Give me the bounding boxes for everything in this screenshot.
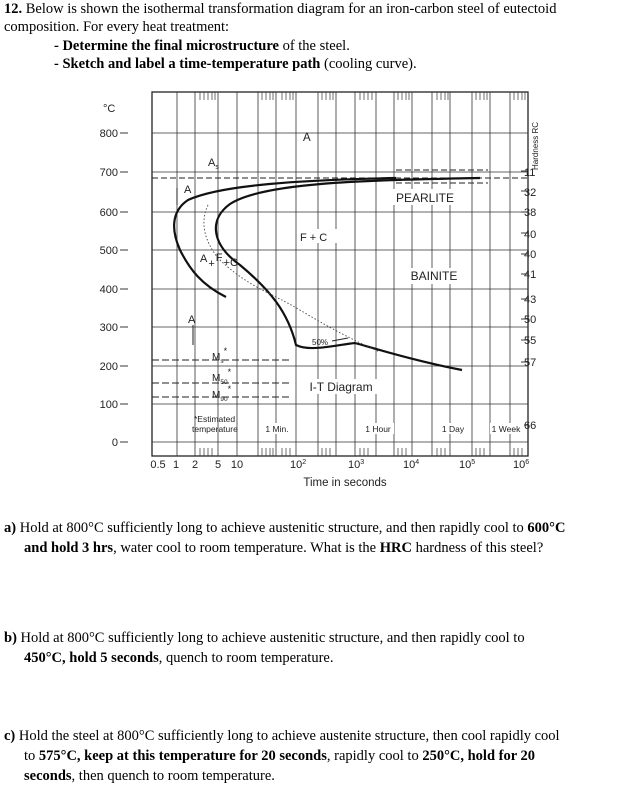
- part-c-text3: , rapidly cool to: [326, 748, 423, 764]
- hardness-value: 11: [524, 167, 536, 179]
- f-plus-c-label: F + C: [300, 232, 328, 244]
- bullet1-bold: - Determine the final microstructure: [54, 38, 279, 54]
- part-c-text: Hold the steel at 800°C sufficiently long to achieve austenite structure, then cool rapidly cool: [15, 728, 560, 744]
- y-tick-label: 100: [99, 399, 118, 411]
- y-tick-label: 0: [111, 437, 118, 449]
- part-a-text2: , water cool to room temperature. What is the: [113, 540, 380, 556]
- part-a-text: Hold at 800°C sufficiently long to achieve austenitic structure, and then rapidly cool to: [16, 520, 528, 536]
- top-minor-ticks: [200, 92, 525, 100]
- part-b-label: b): [4, 630, 17, 646]
- bullet2-bold: - Sketch and label a time-temperature path: [54, 56, 321, 72]
- austenite-low-label: A: [188, 314, 196, 326]
- bottom-minor-ticks: [200, 448, 522, 456]
- time-mark-hour: 1 Hour: [365, 424, 391, 434]
- y-tick-label: 200: [99, 361, 118, 373]
- y-tick-label: 300: [99, 322, 118, 334]
- y-tick-label: 600: [99, 207, 118, 219]
- y-tick-label: 500: [99, 245, 118, 257]
- part-c-hold1: 575°C, keep at this temperature for 20 seconds: [38, 748, 327, 764]
- part-c-text4: , then quench to room temperature.: [71, 768, 275, 784]
- part-b-text2: , quench to room temperature.: [158, 650, 334, 666]
- x-tick-label: 1: [172, 459, 180, 471]
- x-tick-label: 10: [230, 459, 244, 471]
- y-tick-label: 400: [99, 284, 118, 296]
- intro-line-1: Below is shown the isothermal transformation diagram for an iron-carbon steel of eutectoid: [25, 1, 557, 17]
- y-tick-label: 700: [99, 167, 118, 179]
- question-number: 12.: [4, 1, 23, 17]
- fifty-arrow: [332, 338, 348, 341]
- grid: [152, 92, 528, 456]
- m90-label: $M_{90}*$: [212, 384, 232, 403]
- time-mark-minute: 1 Min.: [265, 424, 289, 434]
- part-a-hrc: HRC: [379, 540, 412, 556]
- austenite-top-label: A: [303, 132, 311, 144]
- estimated-temperature-note: temperature: [192, 424, 238, 434]
- transformation-start-curve: [174, 178, 396, 297]
- x-tick-pow: $10^3$: [348, 459, 365, 471]
- bainite-label: BAINITE: [410, 269, 458, 283]
- ms-label: $M_s*$: [212, 346, 228, 365]
- x-tick-pow: $10^6$: [513, 459, 530, 471]
- hardness-value: 41: [524, 269, 537, 281]
- hardness-value: 43: [524, 294, 537, 306]
- part-c-seconds: seconds: [24, 768, 72, 784]
- estimated-temperature-note: *Estimated: [194, 414, 236, 424]
- part-a-hold: and hold 3 hrs: [24, 540, 114, 556]
- time-mark-day: 1 Day: [441, 424, 465, 434]
- intro-line-2: composition. For every heat treatment:: [4, 19, 230, 35]
- part-b-hold: 450°C, hold 5 seconds: [24, 650, 159, 666]
- part-a-label: a): [4, 520, 17, 536]
- y-axis-ticks: [120, 133, 128, 442]
- question-part-c: [4, 726, 628, 786]
- part-c-text2: to: [24, 748, 39, 764]
- x-tick-pow: $10^4$: [403, 459, 420, 471]
- hardness-value: 66: [524, 420, 537, 432]
- fifty-percent-label: 50%: [312, 338, 329, 347]
- hardness-value: 50: [524, 314, 537, 326]
- hardness-value: 40: [524, 229, 537, 241]
- question-part-b: [4, 628, 628, 668]
- x-tick-label: 5: [214, 459, 222, 471]
- time-mark-week: 1 Week: [491, 424, 521, 434]
- x-tick-label: 2: [191, 459, 199, 471]
- y-tick-label: 800: [99, 128, 118, 140]
- hardness-value: 32: [524, 187, 537, 199]
- hardness-value: 40: [524, 249, 537, 261]
- hardness-axis-title: Hardness RC: [531, 121, 540, 170]
- part-b-text: Hold at 800°C sufficiently long to achieve austenitic structure, and then rapidly cool to: [16, 630, 525, 646]
- austenite-left-label: A: [184, 184, 192, 196]
- x-tick-pow: $10^2$: [290, 459, 307, 471]
- a-f-c-label: A+F+C: [200, 252, 238, 270]
- a1-label: $A_s$: [208, 157, 219, 171]
- bullet1-rest: of the steel.: [278, 38, 350, 54]
- part-c-label: c): [4, 728, 16, 744]
- x-tick-pow: $10^5$: [459, 459, 476, 471]
- it-diagram-label: I-T Diagram: [309, 380, 373, 394]
- x-axis-label: Time in seconds: [303, 477, 387, 489]
- question-part-a: [4, 518, 628, 558]
- hardness-value: 57: [524, 357, 537, 369]
- part-c-hold2: 250°C, hold for 20: [422, 748, 536, 764]
- bullet2-rest: (cooling curve).: [320, 56, 417, 72]
- hardness-value: 55: [524, 335, 537, 347]
- x-tick-label: 0.5: [150, 459, 166, 471]
- m50-label: $M_{50}*$: [212, 367, 232, 386]
- hardness-value: 38: [524, 207, 537, 219]
- part-a-temp: 600°C: [527, 520, 566, 536]
- pearlite-label: PEARLITE: [395, 191, 455, 205]
- part-a-text3: hardness of this steel?: [411, 540, 544, 556]
- y-unit-label: °C: [103, 103, 116, 115]
